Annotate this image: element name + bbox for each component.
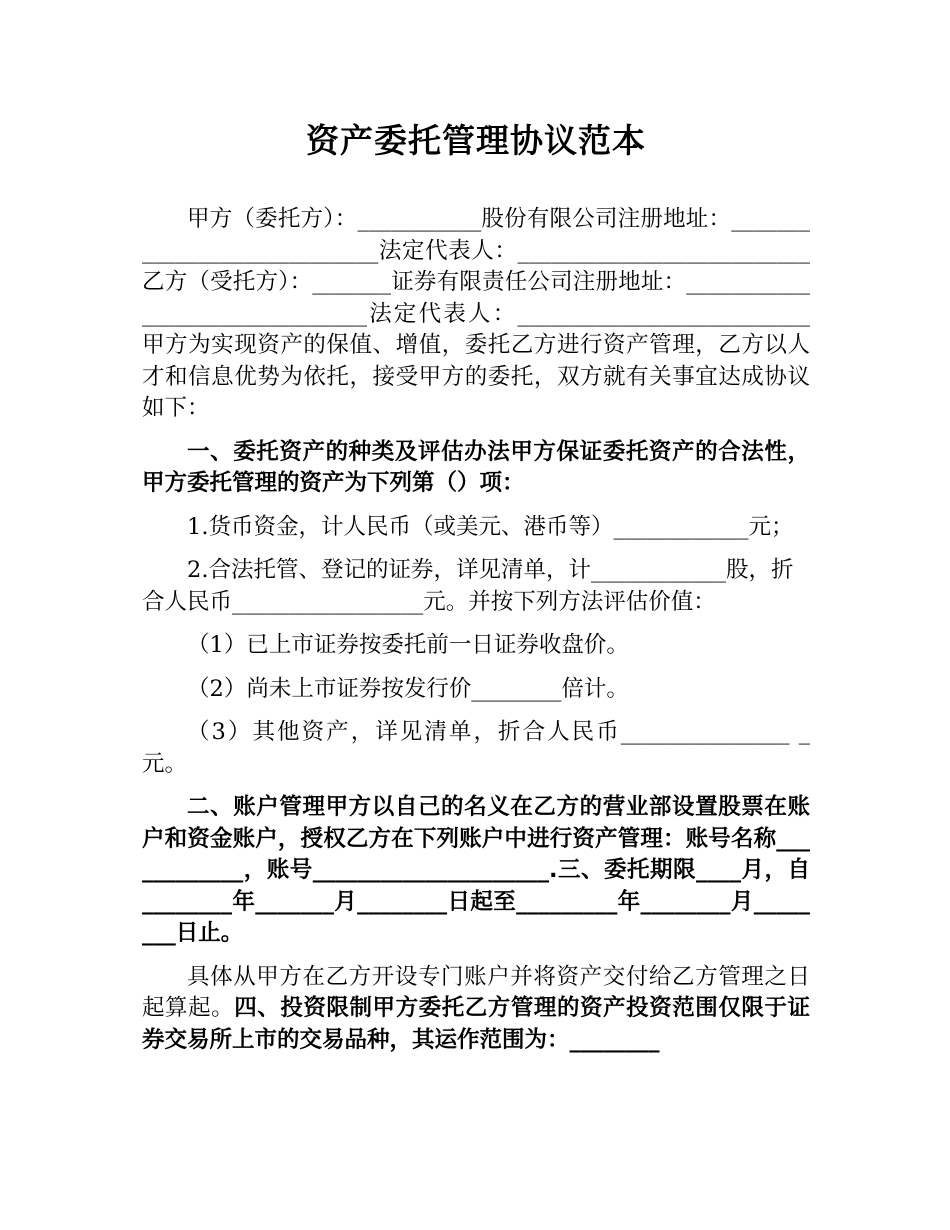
document-page <box>142 118 810 1068</box>
list-item: 2.合法托管、登记的证券，详见清单，计____________股，折合人民币_________________元。并按下列方法评估价值： <box>142 557 794 615</box>
section-1-heading: 一、委托资产的种类及评估办法甲方保证委托资产的合法性，甲方委托管理的资产为下列第（）项： <box>142 438 810 496</box>
final-paragraph-text: 具体从甲方在乙方开设专门账户并将资产交付给乙方管理之日起算起。 <box>142 963 810 1021</box>
section-4-heading: 四、投资限制甲方委托乙方管理的资产投资范围仅限于证券交易所上市的交易品种，其运作范围为：________ <box>142 995 810 1053</box>
sub-item: （2）尚未上市证券按发行价________倍计。 <box>187 675 629 702</box>
intro-paragraph: 甲方（委托方）：___________股份有限公司注册地址：____________________________法定代表人：__________________________乙方（受托方）：_______证券有限责任公司注册地址：_______________________________法定代表人：__________________________甲方为实现资产的保值、增值，委托乙方进行资产管理，乙方以人才和信息优势为依托，接受甲方的委托，双方就有关事宜达成协议如下： <box>142 206 810 421</box>
sub-item: （3）其他资产，详见清单，折合人民币_______________ _元。 <box>142 719 810 777</box>
sub-item: （1）已上市证券按委托前一日证券收盘价。 <box>187 632 629 658</box>
section-2-heading: 二、账户管理甲方以自己的名义在乙方的营业部设置股票在账户和资金账户，授权乙方在下列账户中进行资产管理：账号名称____________，账号_____________________.三、委托期限____月，自________年_______月________日起至_________年________月________日止。 <box>142 794 810 946</box>
document-title: 资产委托管理协议范本 <box>306 121 646 160</box>
list-item: 1.货币资金，计人民币（或美元、港币等）____________元； <box>187 513 794 540</box>
final-paragraph <box>142 962 810 1057</box>
